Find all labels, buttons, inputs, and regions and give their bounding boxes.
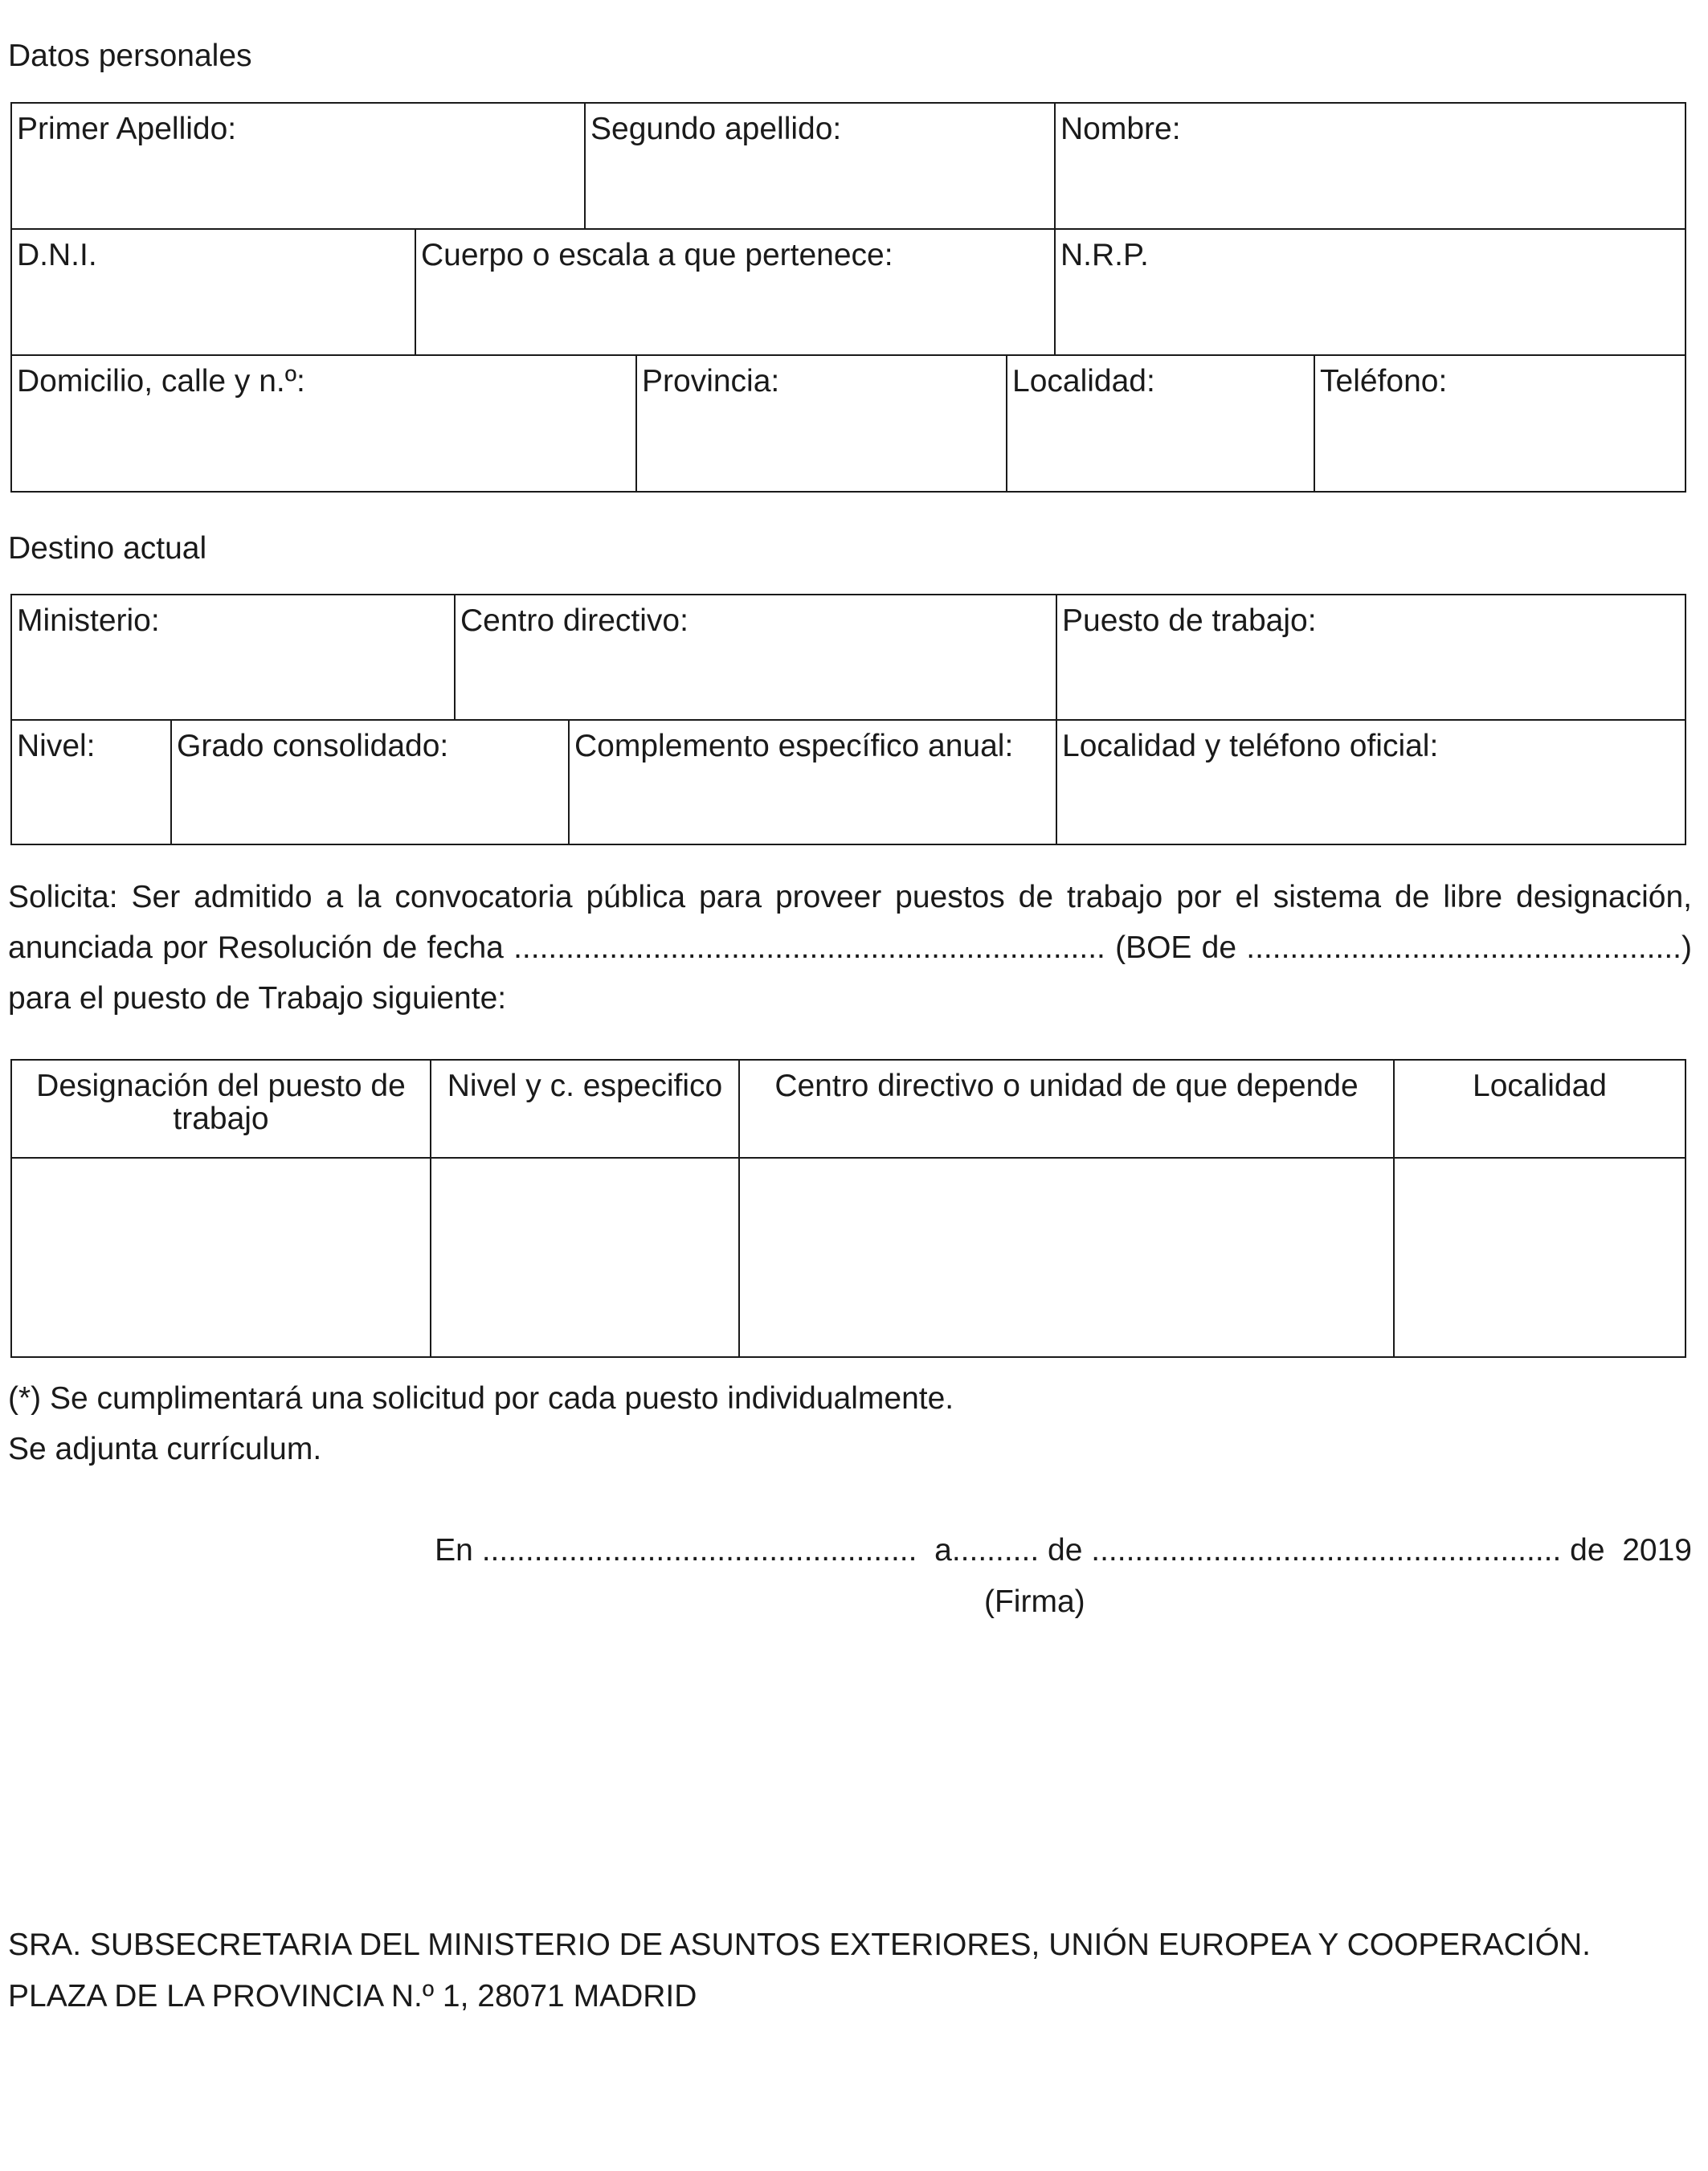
dni-label: D.N.I. <box>17 238 97 272</box>
destino-actual-table <box>10 594 1686 845</box>
localidad-telefono-oficial-label: Localidad y teléfono oficial: <box>1062 729 1439 763</box>
solicita-line-1: Solicita: Ser admitido a la convocatoria pública para proveer puestos de trabajo por el sistema de libre designación, <box>8 880 1692 914</box>
localidad-label: Localidad: <box>1012 364 1155 399</box>
puesto-solicitado-table <box>10 1059 1686 1358</box>
segundo-apellido-label: Segundo apellido: <box>590 112 842 146</box>
domicilio-field[interactable] <box>12 356 637 491</box>
solicita-line-2 <box>8 932 1692 963</box>
domicilio-label: Domicilio, calle y n.º: <box>17 364 305 399</box>
header-localidad: Localidad <box>1395 1061 1685 1159</box>
nivel-especifico-input[interactable] <box>431 1159 740 1356</box>
nrp-label: N.R.P. <box>1060 238 1149 272</box>
localidad-input[interactable] <box>1395 1159 1685 1356</box>
puesto-trabajo-field[interactable] <box>1057 595 1685 721</box>
grado-consolidado-field[interactable] <box>172 721 570 844</box>
note-curriculum: Se adjunta currículum. <box>8 1432 322 1466</box>
designacion-puesto-input[interactable] <box>12 1159 431 1356</box>
localidad-telefono-oficial-field[interactable] <box>1057 721 1685 844</box>
puesto-trabajo-label: Puesto de trabajo: <box>1062 603 1317 638</box>
nombre-label: Nombre: <box>1060 112 1181 146</box>
primer-apellido-label: Primer Apellido: <box>17 112 237 146</box>
addressee-line: SRA. SUBSECRETARIA DEL MINISTERIO DE ASUNTOS EXTERIORES, UNIÓN EUROPEA Y COOPERACIÓN. <box>8 1928 1591 1962</box>
cuerpo-escala-field[interactable] <box>416 230 1056 356</box>
nombre-field[interactable] <box>1056 104 1685 230</box>
resolucion-fecha-label: anunciada por Resolución de fecha <box>8 930 504 965</box>
nivel-label: Nivel: <box>17 729 96 763</box>
address-line: PLAZA DE LA PROVINCIA N.º 1, 28071 MADRID <box>8 1979 697 2014</box>
telefono-label: Teléfono: <box>1320 364 1448 399</box>
header-centro-directivo-unidad: Centro directivo o unidad de que depende <box>740 1061 1395 1159</box>
segundo-apellido-field[interactable] <box>586 104 1056 230</box>
localidad-field[interactable] <box>1007 356 1315 491</box>
nivel-field[interactable] <box>12 721 172 844</box>
solicita-line-3: para el puesto de Trabajo siguiente: <box>8 981 507 1016</box>
centro-directivo-unidad-input[interactable] <box>740 1159 1395 1356</box>
dni-field[interactable] <box>12 230 416 356</box>
firma-label: (Firma) <box>984 1584 1085 1619</box>
centro-directivo-field[interactable] <box>456 595 1057 721</box>
note-solicitud-individual: (*) Se cumplimentará una solicitud por cada puesto individualmente. <box>8 1381 954 1416</box>
nrp-field[interactable] <box>1056 230 1685 356</box>
boe-fecha-blank[interactable]: ..................................................) <box>1246 930 1692 965</box>
cuerpo-escala-label: Cuerpo o escala a que pertenece: <box>421 238 893 272</box>
telefono-field[interactable] <box>1315 356 1685 491</box>
complemento-especifico-label: Complemento específico anual: <box>574 729 1014 763</box>
ministerio-label: Ministerio: <box>17 603 160 638</box>
boe-label: (BOE de <box>1115 930 1237 965</box>
header-nivel-especifico: Nivel y c. especifico <box>431 1061 740 1159</box>
header-designacion-puesto: Designación del puesto de trabajo <box>12 1061 431 1159</box>
provincia-field[interactable] <box>637 356 1007 491</box>
primer-apellido-field[interactable] <box>12 104 586 230</box>
lugar-fecha-line[interactable]: En .................................................. a.......... de ...................................................... de 2019 <box>435 1533 1692 1568</box>
personal-data-table <box>10 102 1686 493</box>
section-title-destino-actual: Destino actual <box>8 531 207 566</box>
centro-directivo-label: Centro directivo: <box>460 603 689 638</box>
grado-consolidado-label: Grado consolidado: <box>177 729 449 763</box>
provincia-label: Provincia: <box>642 364 780 399</box>
section-title-datos-personales: Datos personales <box>8 39 252 73</box>
resolucion-fecha-blank[interactable]: .................................................................... <box>513 930 1105 965</box>
complemento-especifico-field[interactable] <box>570 721 1057 844</box>
ministerio-field[interactable] <box>12 595 456 721</box>
